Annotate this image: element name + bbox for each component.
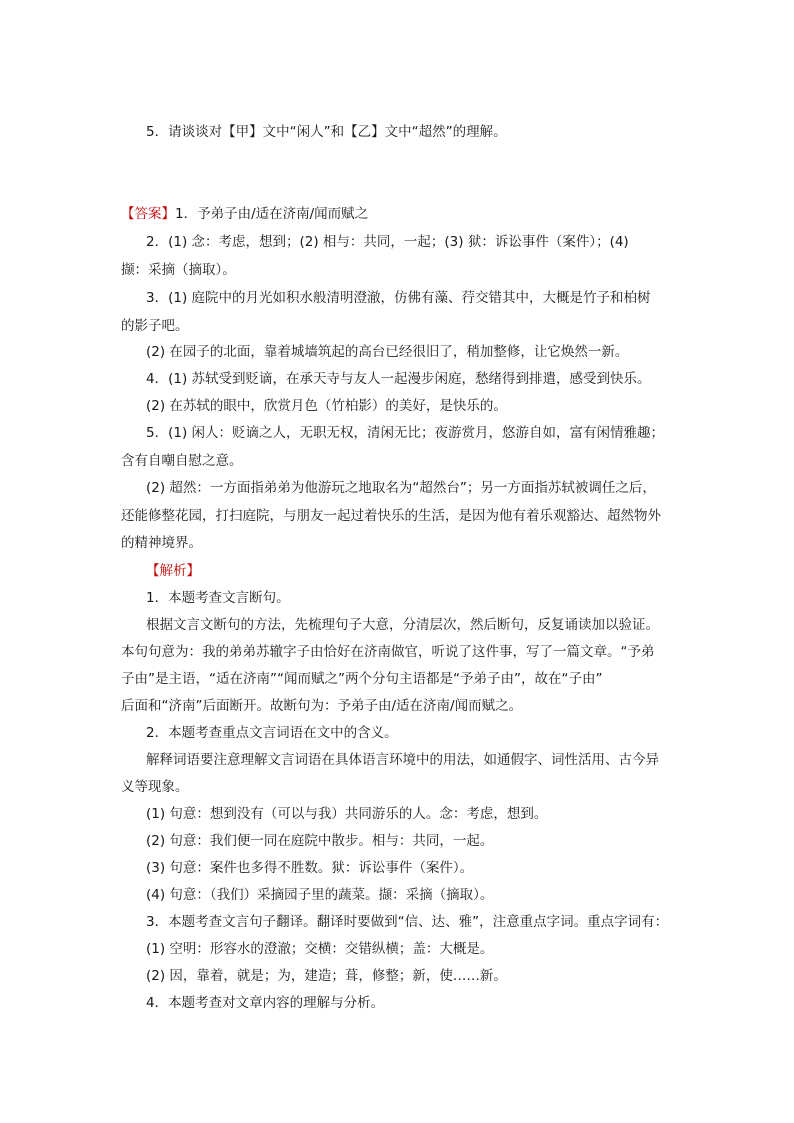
answer-5-line-d: 还能修整花园，打扫庭院，与朋友一起过着快乐的生活，是因为他有着乐观豁达、超然物外 [121,508,661,524]
analysis-2-item-2: (2) 句意：我们便一同在庭院中散步。相与：共同，一起。 [146,833,494,849]
analysis-4-title: 4．本题考查对文章内容的理解与分析。 [146,995,385,1011]
answer-5-line-a: 5．(1) 闲人：贬谪之人，无职无权，清闲无比；夜游赏月，悠游自如，富有闲情雅趣； [146,425,665,441]
answer-line-1 [121,204,368,224]
analysis-3-item-2: (2) 因，靠着，就是；为，建造；葺，修整；新，使……新。 [146,968,507,984]
answer-4-line-b: (2) 在苏轼的眼中，欣赏月色（竹柏影）的美好，是快乐的。 [146,398,507,414]
answer-3-line-b: 的影子吧。 [121,318,189,334]
analysis-3-item-1: (1) 空明：形容水的澄澈；交横：交错纵横；盖：大概是。 [146,941,494,957]
answer-3-line-a: 3．(1) 庭院中的月光如积水般清明澄澈，仿佛有藻、荇交错其中，大概是竹子和柏树 [146,290,651,306]
analysis-2-line-b: 义等现象。 [121,779,189,795]
analysis-2-line-a: 解释词语要注意理解文言词语在具体语言环境中的用法，如通假字、词性活用、古今异 [146,752,659,768]
answer-1-text: 1．予弟子由/适在济南/闻而赋之 [175,206,369,222]
analysis-1-title: 1．本题考查文言断句。 [146,590,290,606]
question-5: 5．请谈谈对【甲】文中“闲人”和【乙】文中“超然”的理解。 [146,124,507,140]
answer-5-line-b: 含有自嘲自慰之意。 [121,453,243,469]
answer-2-line-a: 2．(1) 念：考虑，想到；(2) 相与：共同，一起；(3) 狱：诉讼事件（案件）；(4) [146,234,629,250]
answer-4-line-a: 4．(1) 苏轼受到贬谪，在承天寺与友人一起漫步闲庭，愁绪得到排遣，感受到快乐。 [146,371,651,387]
analysis-2-item-1: (1) 句意：想到没有（可以与我）共同游乐的人。念：考虑，想到。 [146,806,548,822]
analysis-1-line-b: 本句句意为：我的弟弟苏辙字子由恰好在济南做官，听说了这件事，写了一篇文章。“予弟 [121,644,655,660]
analysis-2-item-3: (3) 句意：案件也多得不胜数。狱：诉讼事件（案件）。 [146,860,474,876]
analysis-2-item-4: (4) 句意：（我们）采摘园子里的蔬菜。撷：采摘（摘取）。 [146,887,494,903]
analysis-2-title: 2．本题考查重点文言词语在文中的含义。 [146,725,398,741]
analysis-label: 【解析】 [146,563,200,579]
answer-5-line-e: 的精神境界。 [121,535,202,551]
analysis-1-line-c: 子由”是主语，“适在济南”“闻而赋之”两个分句主语都是“予弟子由”，故在“子由” [121,671,603,687]
answer-2-line-b: 撷：采摘（摘取）。 [121,262,236,278]
answer-5-line-c: (2) 超然：一方面指弟弟为他游玩之地取名为“超然台”；另一方面指苏轼被调任之后， [146,480,656,496]
analysis-1-line-a: 根据文言文断句的方法，先梳理句子大意，分清层次，然后断句，反复诵读加以验证。 [146,617,659,633]
answer-label: 【答案】 [121,206,175,222]
analysis-1-line-d: 后面和“济南”后面断开。故断句为：予弟子由/适在济南/闻而赋之。 [121,698,523,714]
answer-3-line-c: (2) 在园子的北面，靠着城墙筑起的高台已经很旧了，稍加整修，让它焕然一新。 [146,344,629,360]
analysis-3-title: 3．本题考查文言句子翻译。翻译时要做到“信、达、雅”，注意重点字词。重点字词有： [146,914,669,930]
